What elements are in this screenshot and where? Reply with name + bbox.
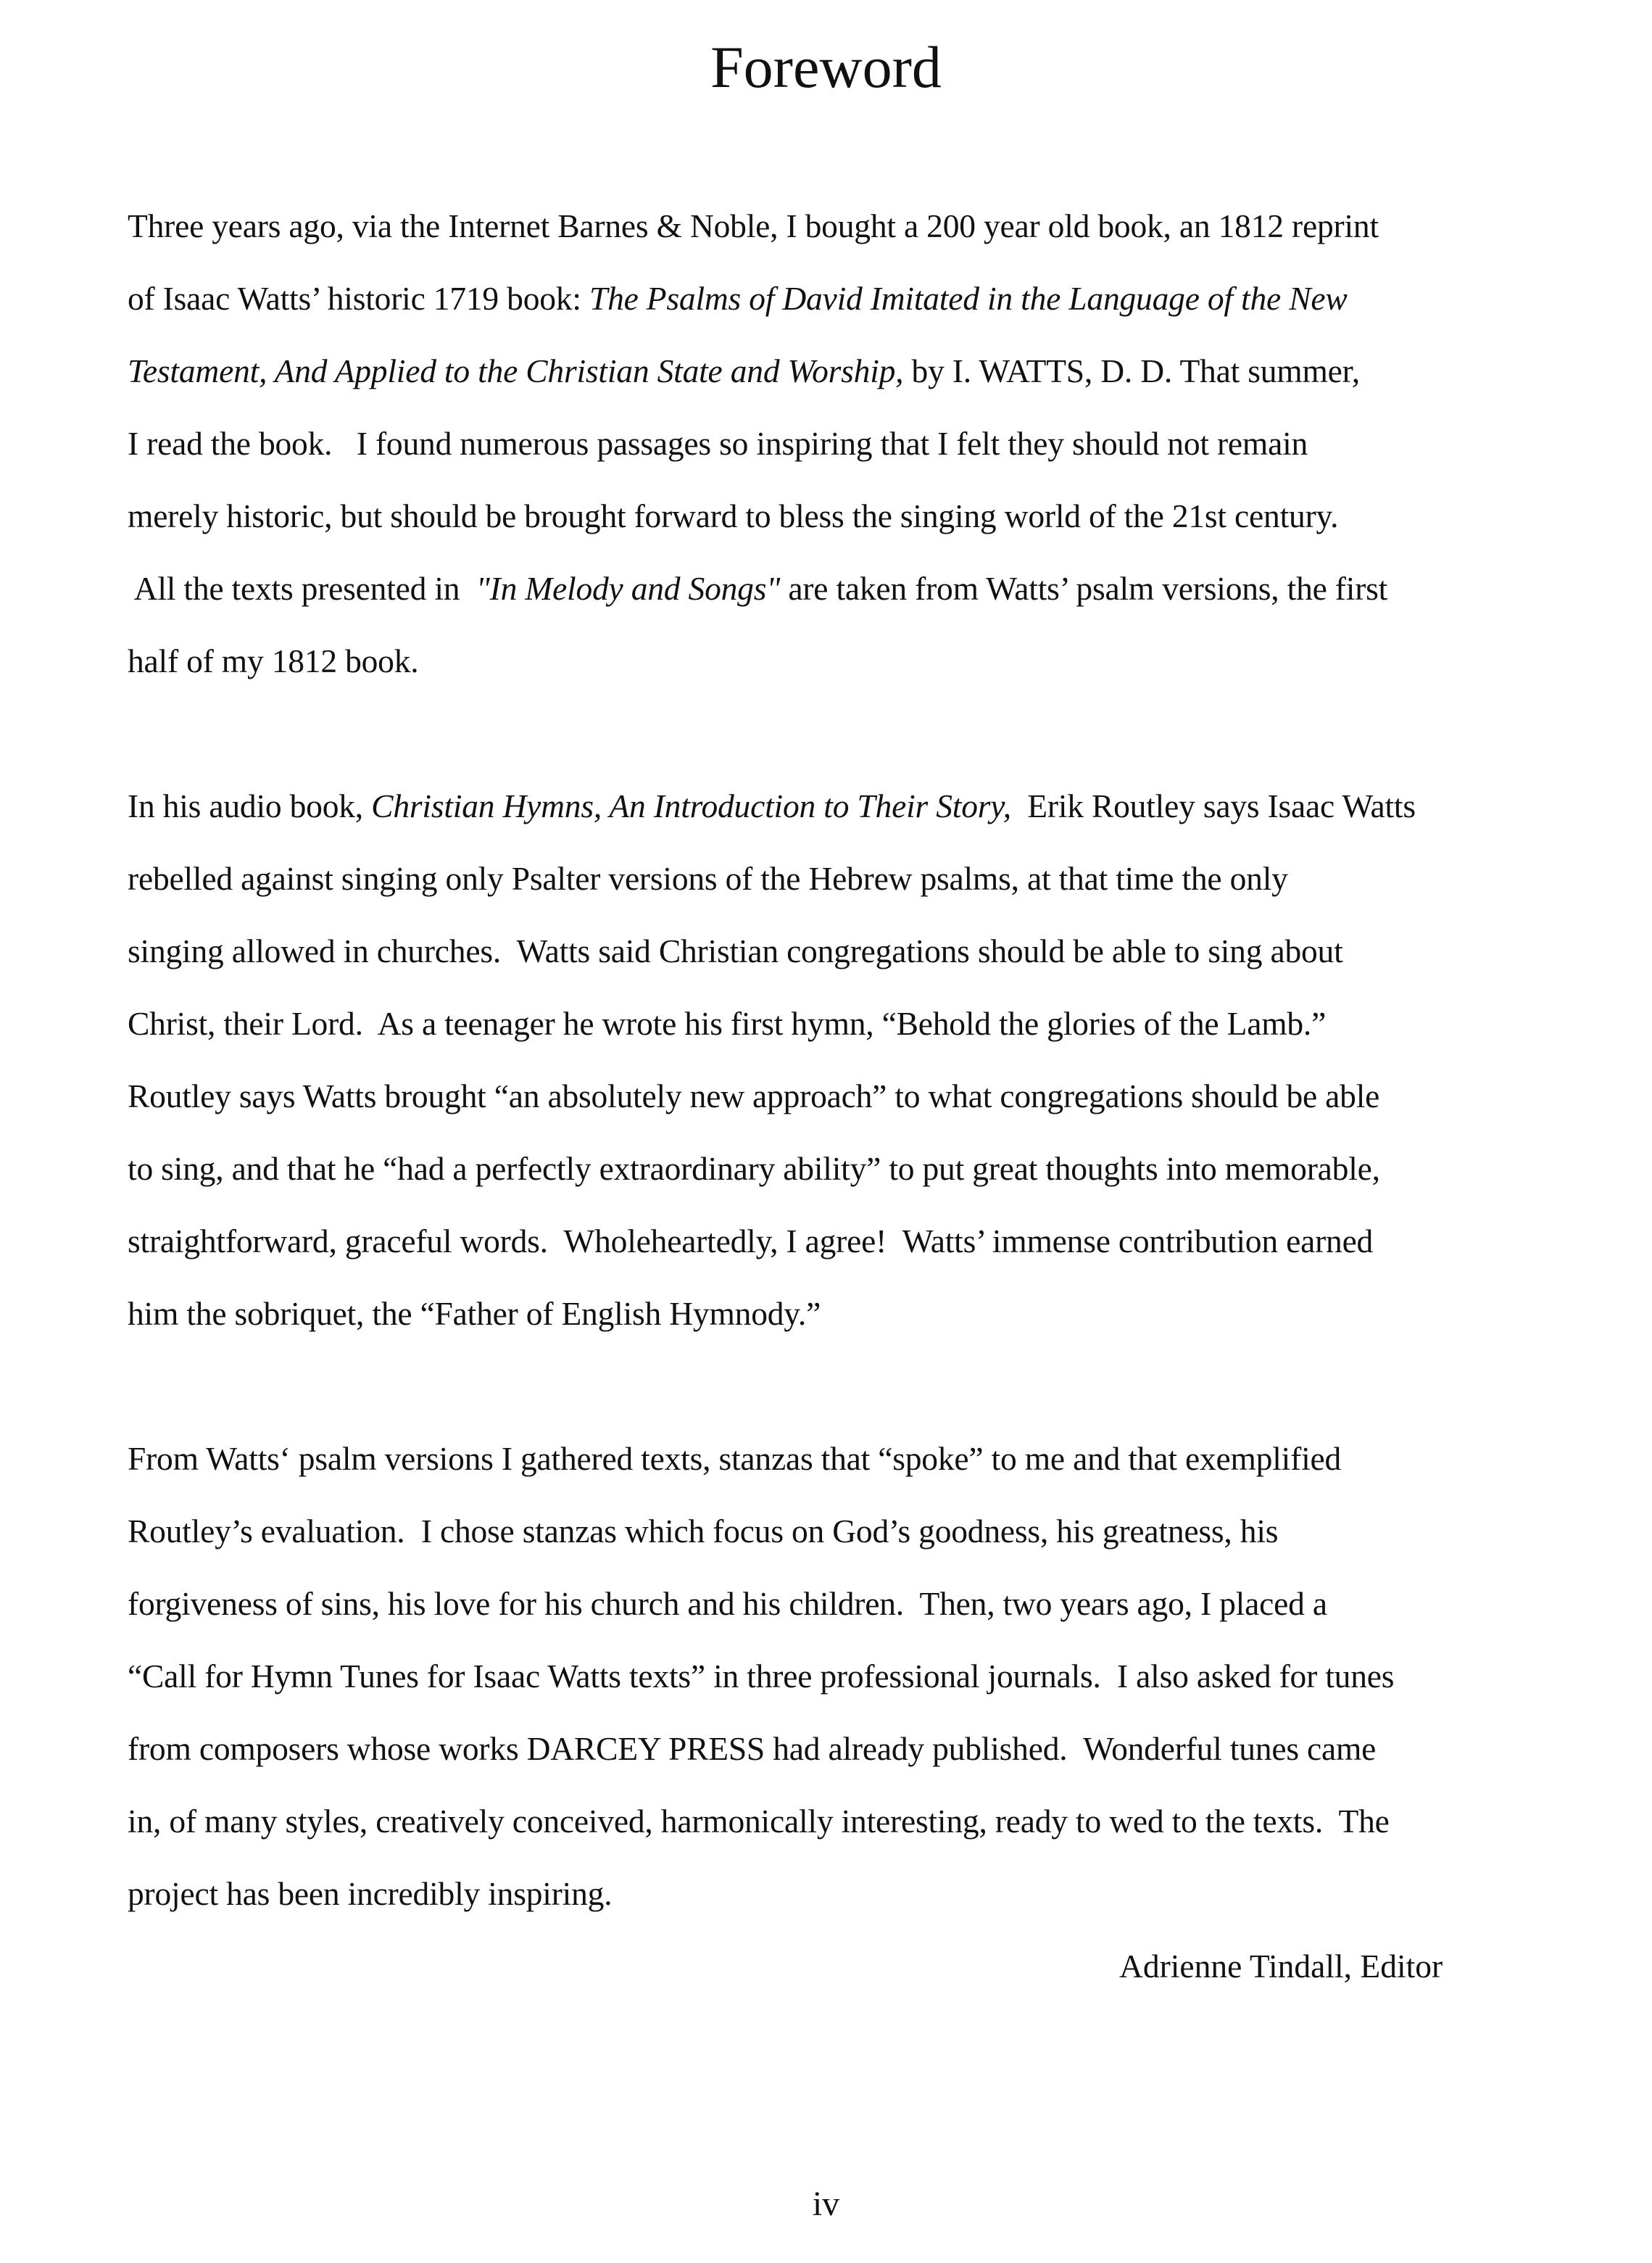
editor-signature: Adrienne Tindall, Editor — [1119, 1948, 1443, 1985]
paragraph-3-line-2: Routley’s evaluation. I chose stanzas which focus on God’s goodness, his greatness, his — [128, 1513, 1279, 1550]
paragraph-2-line-4: Christ, their Lord. As a teenager he wrote his first hymn, “Behold the glories of the Lamb.” — [128, 1005, 1327, 1042]
paragraph-2-line-5: Routley says Watts brought “an absolutely new approach” to what congregations should be able — [128, 1077, 1380, 1114]
paragraph-2-line-6: to sing, and that he “had a perfectly extraordinary ability” to put great thoughts into memorable, — [128, 1150, 1380, 1187]
paragraph-1-line-1: Three years ago, via the Internet Barnes & Noble, I bought a 200 year old book, an 1812 reprint — [128, 207, 1379, 244]
paragraph-1-line-6: All the texts presented in "In Melody and Songs" are taken from Watts’ psalm versions, the first — [128, 570, 1388, 607]
paragraph-1-line-5: merely historic, but should be brought forward to bless the singing world of the 21st century. — [128, 497, 1339, 534]
paragraph-3-line-7: project has been incredibly inspiring. — [128, 1875, 613, 1912]
book-title-psalms: The Psalms of David Imitated in the Language of the New — [589, 280, 1348, 317]
paragraph-2-line-3: singing allowed in churches. Watts said Christian congregations should be able to sing about — [128, 932, 1343, 969]
page-number: iv — [812, 2185, 840, 2223]
paragraph-2-line-8: him the sobriquet, the “Father of English Hymnody.” — [128, 1295, 821, 1332]
paragraph-3-line-4: “Call for Hymn Tunes for Isaac Watts texts” in three professional journals. I also asked for tunes — [128, 1658, 1395, 1695]
paragraph-3-line-1: From Watts‘ psalm versions I gathered texts, stanzas that “spoke” to me and that exemplified — [128, 1440, 1342, 1477]
paragraph-3-line-3: forgiveness of sins, his love for his church and his children. Then, two years ago, I placed a — [128, 1585, 1327, 1622]
collection-title: "In Melody and Songs" — [476, 570, 781, 607]
page-title: Foreword — [710, 34, 942, 100]
paragraph-1-line-3: Testament, And Applied to the Christian State and Worship, by I. WATTS, D. D. That summer, — [128, 352, 1360, 389]
paragraph-1-line-7: half of my 1812 book. — [128, 642, 419, 679]
paragraph-2-line-2: rebelled against singing only Psalter versions of the Hebrew psalms, at that time the only — [128, 860, 1288, 897]
paragraph-3-line-6: in, of many styles, creatively conceived, harmonically interesting, ready to wed to the texts. The — [128, 1803, 1390, 1840]
paragraph-3-line-5: from composers whose works DARCEY PRESS had already published. Wonderful tunes came — [128, 1730, 1377, 1767]
paragraph-2-line-7: straightforward, graceful words. Wholeheartedly, I agree! Watts’ immense contribution earned — [128, 1222, 1374, 1259]
book-title-psalms-cont: Testament, And Applied to the Christian State and Worship, — [128, 352, 904, 389]
paragraph-1-line-2: of Isaac Watts’ historic 1719 book: The Psalms of David Imitated in the Language of the New — [128, 280, 1348, 317]
paragraph-1-line-4: I read the book. I found numerous passages so inspiring that I felt they should not remain — [128, 425, 1308, 462]
paragraph-2-line-1: In his audio book, Christian Hymns, An Introduction to Their Story, Erik Routley says Isaac Watts — [128, 787, 1416, 824]
audio-book-title: Christian Hymns, An Introduction to Their Story, — [371, 787, 1011, 824]
